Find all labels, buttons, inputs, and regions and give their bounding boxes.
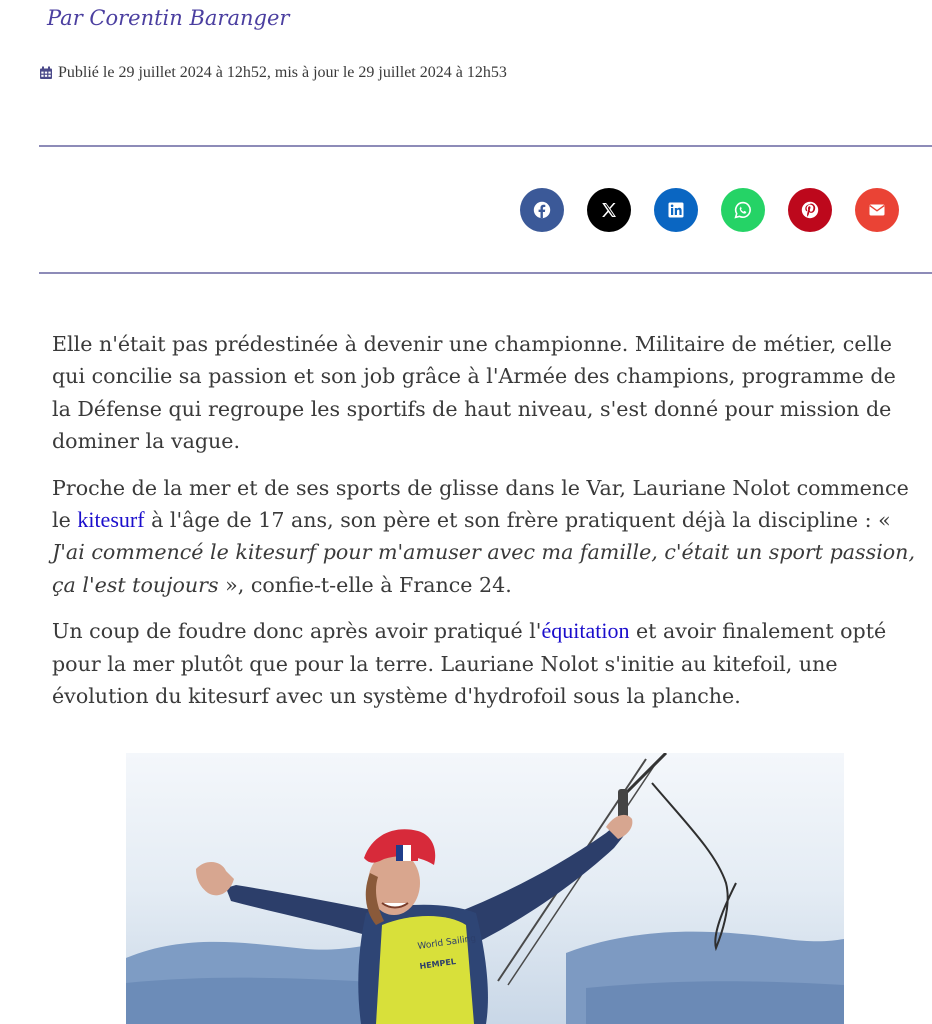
article-photo — [126, 753, 844, 1024]
publish-date — [39, 64, 507, 82]
paragraph-text: Proche de la mer et de ses sports de glisse dans le Var, Lauriane Nolot commence le — [52, 475, 909, 532]
share-pinterest-button[interactable] — [788, 188, 832, 232]
divider-bottom — [39, 272, 932, 274]
share-linkedin-button[interactable] — [654, 188, 698, 232]
calendar-icon — [39, 66, 53, 80]
publish-date-text: Publié le 29 juillet 2024 à 12h52, mis à jour le 29 juillet 2024 à 12h53 — [58, 64, 507, 81]
paragraph-text: et avoir finalement opté pour la mer plutôt que pour la terre. Lauriane Nolot s'initie au kitefoil, une évolution du kitesurf avec un système d'hydrofoil sous la planche. — [52, 619, 887, 708]
article-paragraph — [52, 472, 917, 601]
article-paragraph: Elle n'était pas prédestinée à devenir une championne. Militaire de métier, celle qui concilie sa passion et son job grâce à l'Armée des champions, programme de la Défense qui regroupe les sportifs de haut niveau, s'est donné pour mission de dominer la vague. — [52, 332, 896, 453]
share-bar — [520, 188, 899, 232]
article-paragraph — [52, 615, 917, 712]
article-body — [52, 328, 917, 727]
kitefoil-athlete-image — [126, 753, 844, 1024]
divider-top — [39, 145, 932, 147]
paragraph-text: », confie-t-elle à France 24. — [218, 572, 512, 597]
paragraph-text: à l'âge de 17 ans, son père et son frère pratiquent déjà la discipline : « — [144, 507, 891, 532]
linkedin-icon — [668, 202, 684, 218]
facebook-icon — [533, 201, 551, 219]
whatsapp-icon — [734, 201, 752, 219]
share-email-button[interactable] — [855, 188, 899, 232]
equitation-link[interactable]: équitation — [541, 618, 630, 644]
bib-text-bottom: HEMPEL — [419, 956, 457, 971]
x-icon — [601, 202, 617, 218]
pinterest-icon — [801, 201, 819, 219]
bib-text-top: World Sailing — [417, 933, 477, 952]
email-icon — [869, 203, 885, 217]
kitesurf-link[interactable]: kitesurf — [77, 506, 145, 532]
author-byline: Par Corentin Baranger — [47, 6, 290, 30]
share-facebook-button[interactable] — [520, 188, 564, 232]
paragraph-text: Un coup de foudre donc après avoir pratiqué l' — [52, 619, 542, 644]
share-x-button[interactable] — [587, 188, 631, 232]
quote-text: J'ai commencé le kitesurf pour m'amuser avec ma famille, c'était un sport passion, ça l'est toujours — [52, 540, 915, 597]
share-whatsapp-button[interactable] — [721, 188, 765, 232]
